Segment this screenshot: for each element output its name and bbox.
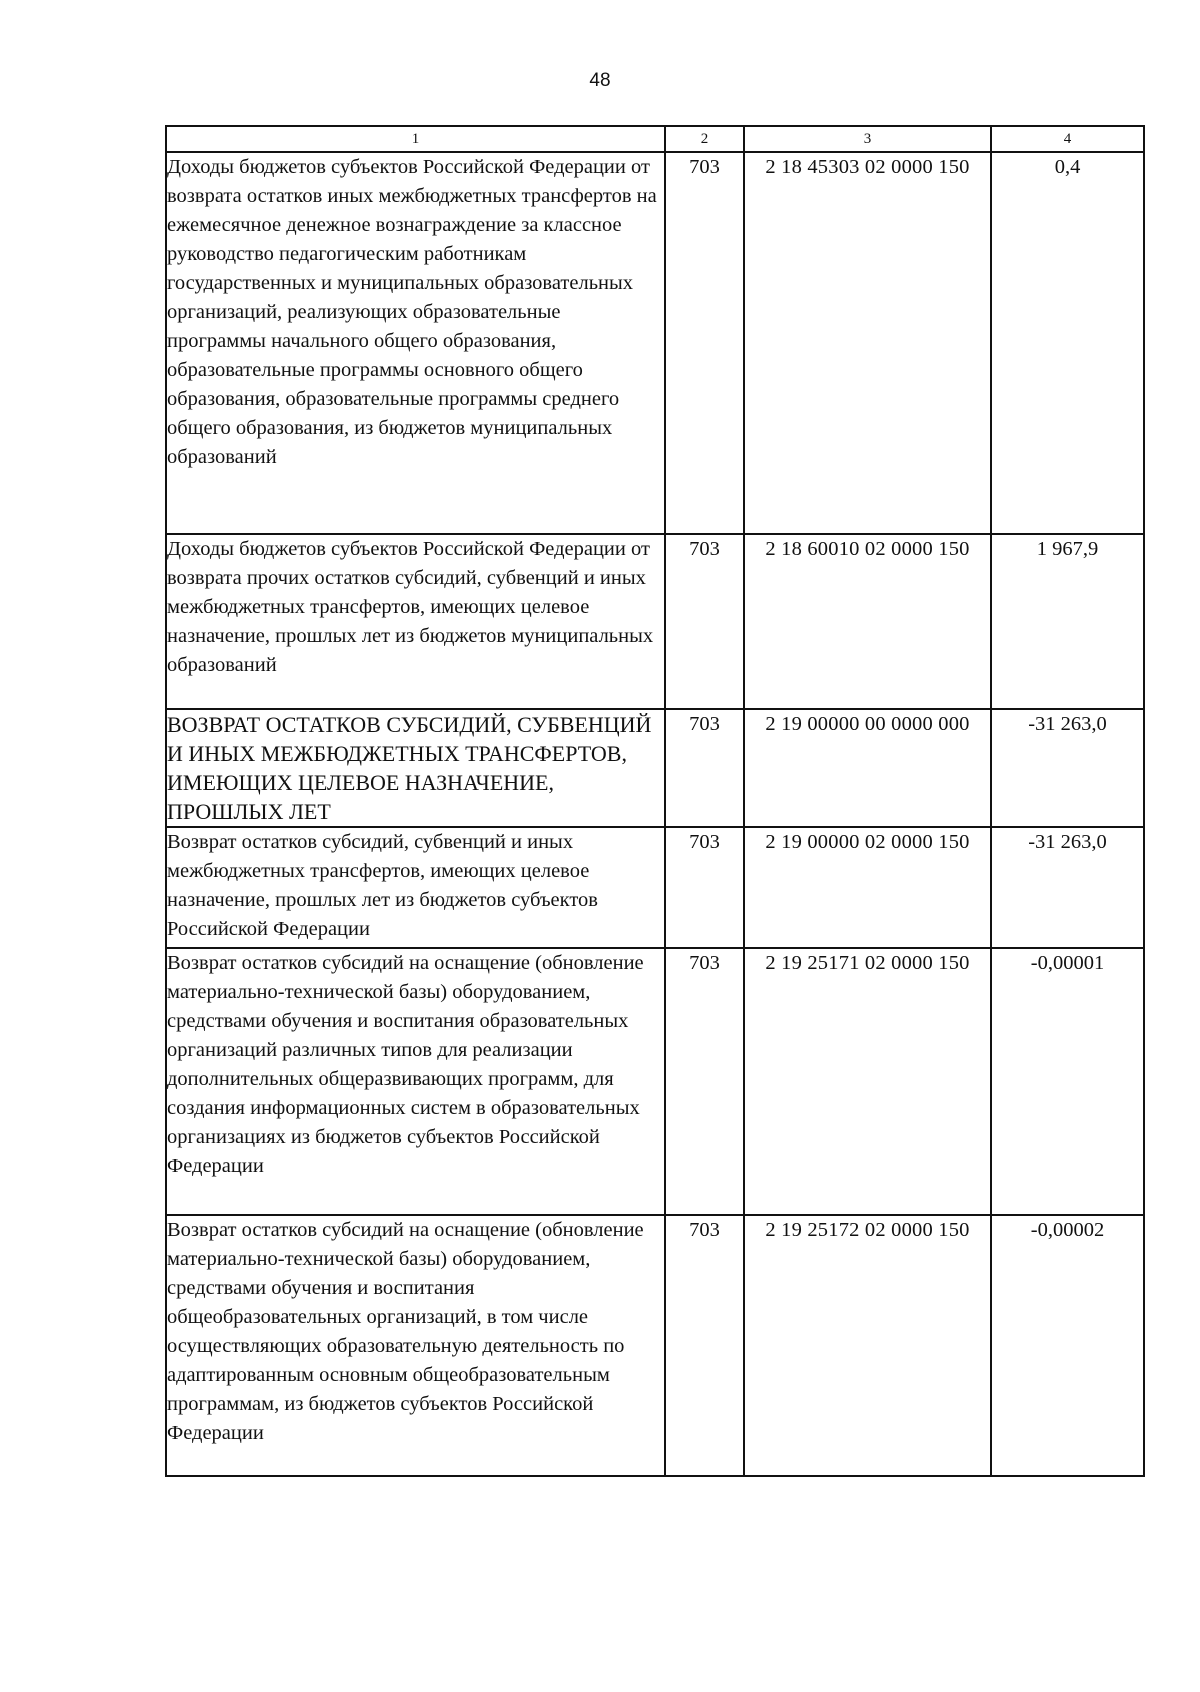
row-name: Доходы бюджетов субъектов Российской Федерации от возврата остатков иных межбюджетных трансфертов на ежемесячное денежное вознаграждение за классное руководство педагогическим работникам государственных и муниципальных образовательных организаций, реализующих образовательные программы начального общего образования, образовательные программы основного общего образования, образовательные программы среднего общего образования, из бюджетов муниципальных образований (166, 152, 665, 534)
row-amount: -0,00002 (991, 1215, 1144, 1476)
row-amount: 1 967,9 (991, 534, 1144, 709)
table-row (166, 827, 1144, 948)
row-admin-code: 703 (665, 948, 744, 1215)
row-admin-code: 703 (665, 1215, 744, 1476)
table-row (166, 152, 1144, 534)
column-header-3: 3 (744, 126, 991, 152)
row-budget-code: 2 19 00000 00 0000 000 (744, 709, 991, 827)
table-row (166, 1215, 1144, 1476)
column-header-1: 1 (166, 126, 665, 152)
row-name: Возврат остатков субсидий на оснащение (обновление материально-технической базы) оборудованием, средствами обучения и воспитания образовательных организаций различных типов для реализации дополнительных общеразвивающих программ, для создания информационных систем в образовательных организациях из бюджетов субъектов Российской Федерации (166, 948, 665, 1215)
row-admin-code: 703 (665, 152, 744, 534)
table-row (166, 709, 1144, 827)
row-budget-code: 2 18 60010 02 0000 150 (744, 534, 991, 709)
budget-revenue-table (165, 125, 1145, 1477)
row-budget-code: 2 19 00000 02 0000 150 (744, 827, 991, 948)
row-name: Возврат остатков субсидий, субвенций и иных межбюджетных трансфертов, имеющих целевое назначение, прошлых лет из бюджетов субъектов Российской Федерации (166, 827, 665, 948)
row-name: Возврат остатков субсидий на оснащение (обновление материально-технической базы) оборудованием, средствами обучения и воспитания общеобразовательных организаций, в том числе осуществляющих образовательную деятельность по адаптированным основным общеобразовательным программам, из бюджетов субъектов Российской Федерации (166, 1215, 665, 1476)
row-budget-code: 2 18 45303 02 0000 150 (744, 152, 991, 534)
row-name: ВОЗВРАТ ОСТАТКОВ СУБСИДИЙ, СУБВЕНЦИЙ И ИНЫХ МЕЖБЮДЖЕТНЫХ ТРАНСФЕРТОВ, ИМЕЮЩИХ ЦЕЛЕВОЕ НАЗНАЧЕНИЕ, ПРОШЛЫХ ЛЕТ (166, 709, 665, 827)
table-row (166, 948, 1144, 1215)
row-admin-code: 703 (665, 709, 744, 827)
row-amount: 0,4 (991, 152, 1144, 534)
row-amount: -0,00001 (991, 948, 1144, 1215)
column-header-4: 4 (991, 126, 1144, 152)
column-header-2: 2 (665, 126, 744, 152)
row-amount: -31 263,0 (991, 709, 1144, 827)
table-header-row (166, 126, 1144, 152)
row-amount: -31 263,0 (991, 827, 1144, 948)
row-admin-code: 703 (665, 827, 744, 948)
row-name: Доходы бюджетов субъектов Российской Федерации от возврата прочих остатков субсидий, субвенций и иных межбюджетных трансфертов, имеющих целевое назначение, прошлых лет из бюджетов муниципальных образований (166, 534, 665, 709)
row-budget-code: 2 19 25171 02 0000 150 (744, 948, 991, 1215)
row-admin-code: 703 (665, 534, 744, 709)
table-row (166, 534, 1144, 709)
row-budget-code: 2 19 25172 02 0000 150 (744, 1215, 991, 1476)
page-number: 48 (589, 70, 611, 91)
